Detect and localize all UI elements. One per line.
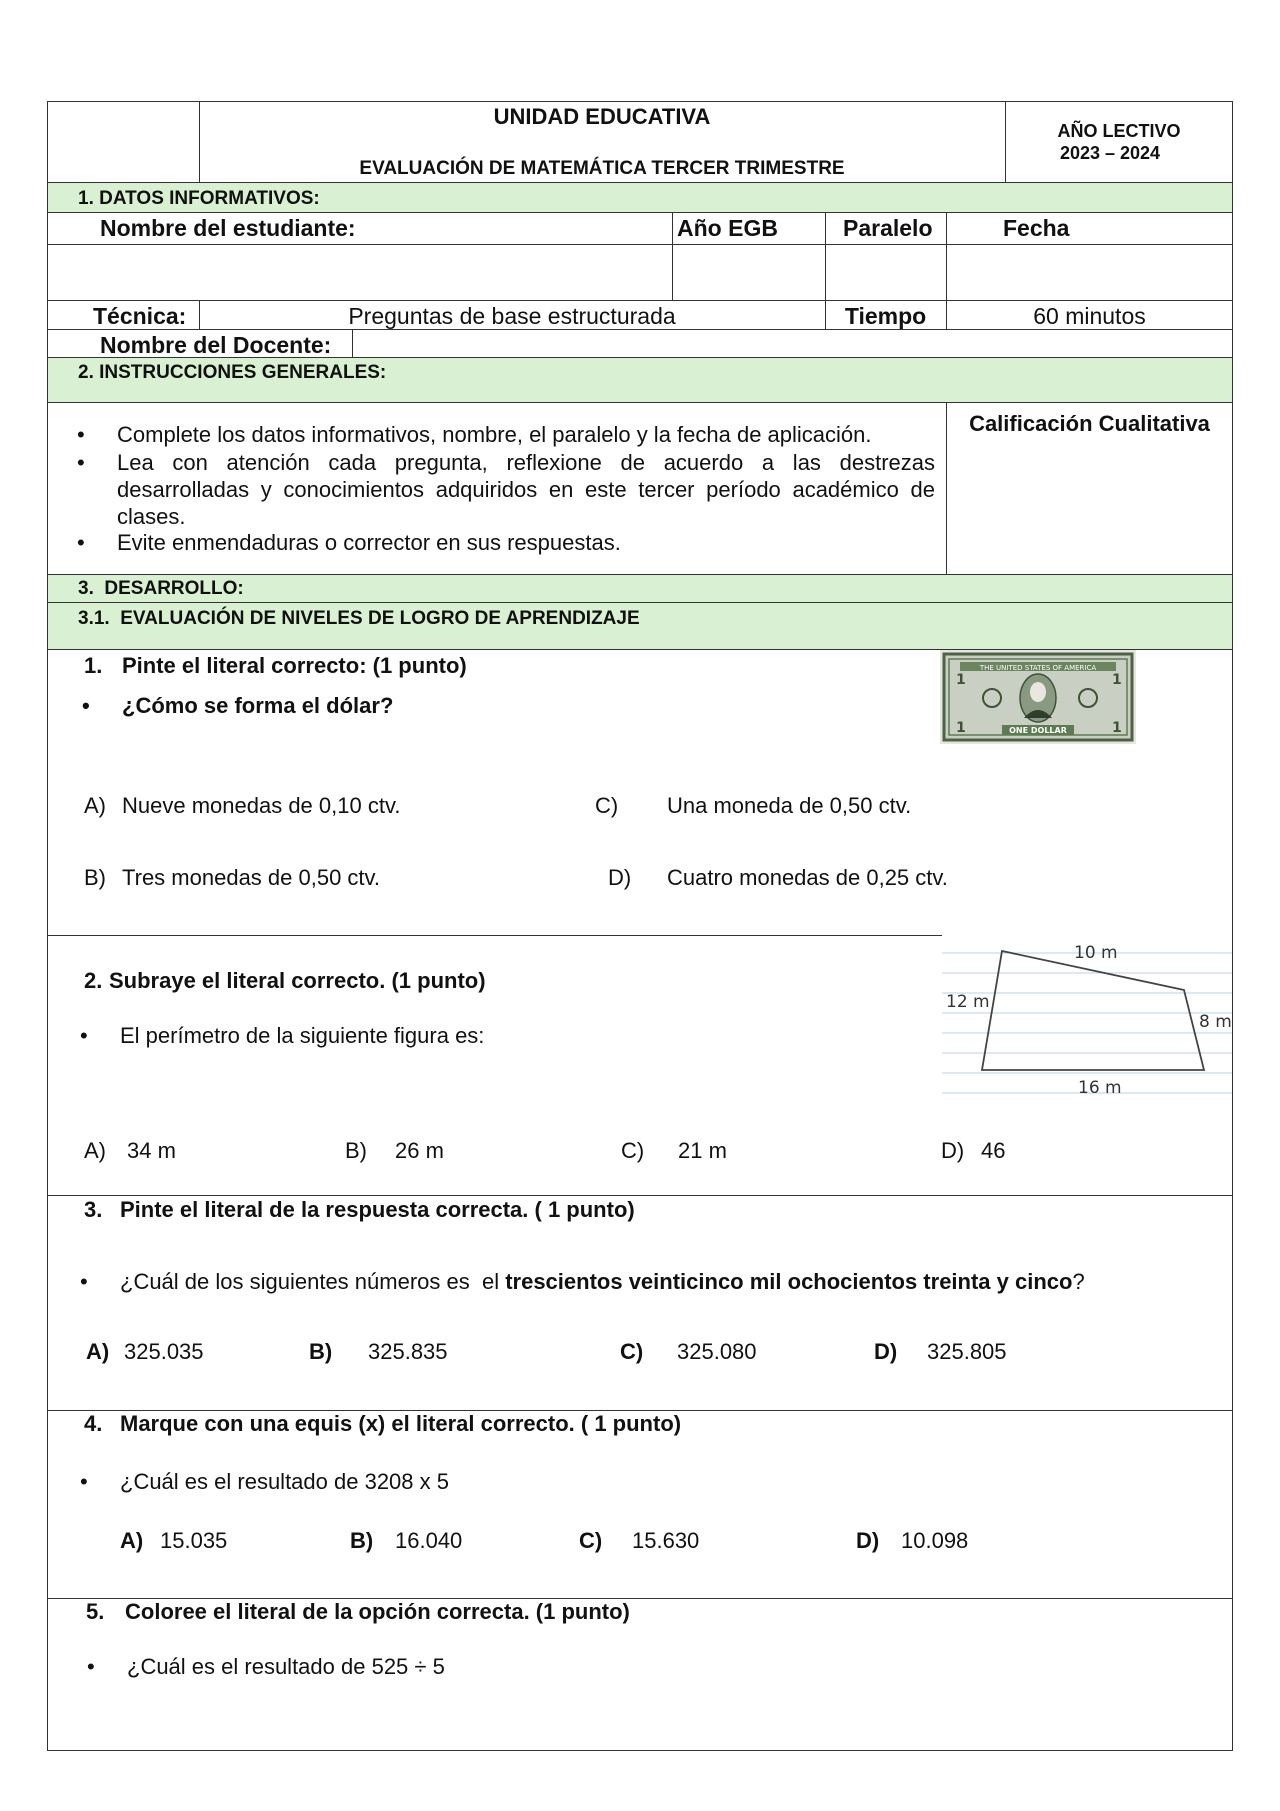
figure-label-top: 10 m — [1074, 943, 1118, 963]
fecha-field[interactable] — [947, 245, 1232, 300]
q4-option-a-text[interactable]: 15.035 — [160, 1528, 228, 1553]
q2-option-c-letter[interactable]: C) — [621, 1138, 645, 1163]
q2-option-b-letter[interactable]: B) — [345, 1138, 367, 1163]
bill-bottom-text: ONE DOLLAR — [1009, 726, 1067, 735]
q4-option-c-text[interactable]: 15.630 — [632, 1528, 700, 1553]
docente-divider — [352, 329, 353, 358]
q1-option-c-letter[interactable]: C) — [595, 793, 619, 818]
student-name-field[interactable] — [48, 245, 671, 300]
q1-option-d-letter[interactable]: D) — [608, 865, 632, 890]
q1-option-c-text[interactable]: Una moneda de 0,50 ctv. — [667, 793, 912, 818]
q1-option-d-text[interactable]: Cuatro monedas de 0,25 ctv. — [667, 865, 948, 890]
egb-field[interactable] — [673, 245, 824, 300]
instruction-item: • Lea con atención cada pregunta, reflexione de acuerdo a las destrezas desarrolladas y conocimientos adquiridos en este tercer período académico de clases. — [117, 449, 935, 530]
q3-option-d-letter[interactable]: D) — [874, 1339, 898, 1364]
q3-instruction: Pinte el literal de la respuesta correcta. ( 1 punto) — [120, 1197, 635, 1222]
q1-option-b-text[interactable]: Tres monedas de 0,50 ctv. — [122, 865, 381, 890]
tecnica-label: Técnica: — [93, 303, 187, 329]
q3-option-a-text[interactable]: 325.035 — [124, 1339, 204, 1364]
q4-option-c-letter[interactable]: C) — [579, 1528, 603, 1553]
q2-option-d-text[interactable]: 46 — [981, 1138, 1006, 1163]
paralelo-field[interactable] — [826, 245, 945, 300]
q2-prompt: • El perímetro de la siguiente figura es: — [120, 1023, 484, 1049]
q1-option-a-letter[interactable]: A) — [84, 793, 106, 818]
q3-option-a-letter[interactable]: A) — [86, 1339, 110, 1364]
school-name: UNIDAD EDUCATIVA — [493, 104, 711, 129]
q2-option-d-letter[interactable]: D) — [941, 1138, 965, 1163]
q1-number: 1. — [84, 653, 103, 678]
q3-option-c-letter[interactable]: C) — [620, 1339, 644, 1364]
docente-label: Nombre del Docente: — [100, 332, 332, 358]
desarrollo-subsection-title: 3.1. EVALUACIÓN DE NIVELES DE LOGRO DE APRENDIZAJE — [78, 608, 640, 629]
year-value: 2023 – 2024 — [1059, 143, 1161, 163]
instruction-item: • Complete los datos informativos, nombre, el paralelo y la fecha de aplicación. — [117, 422, 937, 448]
q2-instruction: Subraye el literal correcto. (1 punto) — [109, 968, 486, 993]
year-label: AÑO LECTIVO — [1057, 121, 1181, 141]
q2-number: 2. — [84, 968, 103, 993]
calificacion-label: Calificación Cualitativa — [969, 411, 1210, 436]
tecnica-value: Preguntas de base estructurada — [348, 303, 676, 329]
tiempo-label: Tiempo — [844, 303, 927, 329]
q1-prompt: • ¿Cómo se forma el dólar? — [122, 693, 393, 719]
q2-option-a-letter[interactable]: A) — [84, 1138, 106, 1163]
q3-prompt-number-words: trescientos veinticinco mil ochocientos treinta y cinco — [505, 1269, 1073, 1294]
docente-field[interactable] — [354, 330, 1232, 357]
q4-instruction: Marque con una equis (x) el literal correcto. ( 1 punto) — [120, 1411, 682, 1436]
bill-corner-bl: 1 — [956, 720, 966, 736]
q1-option-b-letter[interactable]: B) — [84, 865, 106, 890]
q4-option-d-letter[interactable]: D) — [856, 1528, 880, 1553]
q5-prompt: • ¿Cuál es el resultado de 525 ÷ 5 — [127, 1654, 445, 1680]
q2-option-a-text[interactable]: 34 m — [127, 1138, 176, 1163]
q2-option-c-text[interactable]: 21 m — [678, 1138, 727, 1163]
bill-corner-br: 1 — [1112, 720, 1122, 736]
fecha-label: Fecha — [1003, 215, 1070, 241]
egb-label: Año EGB — [677, 215, 778, 241]
bill-corner-tr: 1 — [1112, 672, 1122, 688]
q3-prompt-end: ? — [1072, 1269, 1085, 1294]
datos-line-3 — [47, 300, 1233, 301]
figure-label-right: 8 m — [1199, 1012, 1232, 1032]
q5-instruction: Coloree el literal de la opción correcta. (1 punto) — [125, 1599, 630, 1624]
q1-instruction: Pinte el literal correcto: (1 punto) — [122, 653, 467, 678]
desarrollo-line — [47, 602, 1233, 603]
q4-option-d-text[interactable]: 10.098 — [901, 1528, 969, 1553]
instrucciones-section-title: 2. INSTRUCCIONES GENERALES: — [78, 362, 387, 383]
student-name-label: Nombre del estudiante: — [100, 215, 356, 241]
exam-title: EVALUACIÓN DE MATEMÁTICA TERCER TRIMESTRE — [359, 158, 845, 179]
q4-option-b-text[interactable]: 16.040 — [395, 1528, 463, 1553]
q3-option-b-text[interactable]: 325.835 — [368, 1339, 448, 1364]
q3-option-d-text[interactable]: 325.805 — [927, 1339, 1007, 1364]
q4-number: 4. — [84, 1411, 103, 1436]
bill-corner-tl: 1 — [956, 672, 966, 688]
q2-bottom-line — [47, 1195, 1233, 1196]
dollar-bill-image — [940, 650, 1136, 744]
instruction-item: • Evite enmendaduras o corrector en sus respuestas. — [117, 530, 937, 556]
q5-number: 5. — [86, 1599, 105, 1624]
q4-option-b-letter[interactable]: B) — [350, 1528, 374, 1553]
q2-option-b-text[interactable]: 26 m — [395, 1138, 444, 1163]
q3-prompt-start: ¿Cuál de los siguientes números es el — [120, 1269, 506, 1294]
header-divider-right — [1005, 101, 1006, 183]
datos-line-1 — [47, 212, 1233, 213]
datos-section-title: 1. DATOS INFORMATIVOS: — [78, 188, 320, 209]
q3-number: 3. — [84, 1197, 103, 1222]
q1-option-a-text[interactable]: Nueve monedas de 0,10 ctv. — [122, 793, 401, 818]
figure-label-bottom: 16 m — [1078, 1078, 1122, 1098]
q4-option-a-letter[interactable]: A) — [120, 1528, 144, 1553]
q4-prompt: • ¿Cuál es el resultado de 3208 x 5 — [120, 1469, 449, 1495]
desarrollo-section-title: 3. DESARROLLO: — [78, 578, 244, 599]
quadrilateral-figure — [942, 933, 1232, 1099]
q3-option-b-letter[interactable]: B) — [309, 1339, 333, 1364]
bill-top-text: THE UNITED STATES OF AMERICA — [979, 664, 1097, 672]
paralelo-label: Paralelo — [843, 215, 933, 241]
figure-label-left: 12 m — [946, 992, 990, 1012]
instrucciones-line-1 — [47, 402, 1233, 403]
q3-prompt — [120, 1269, 1085, 1295]
tiempo-value: 60 minutos — [1033, 303, 1146, 329]
q3-option-c-text[interactable]: 325.080 — [677, 1339, 757, 1364]
